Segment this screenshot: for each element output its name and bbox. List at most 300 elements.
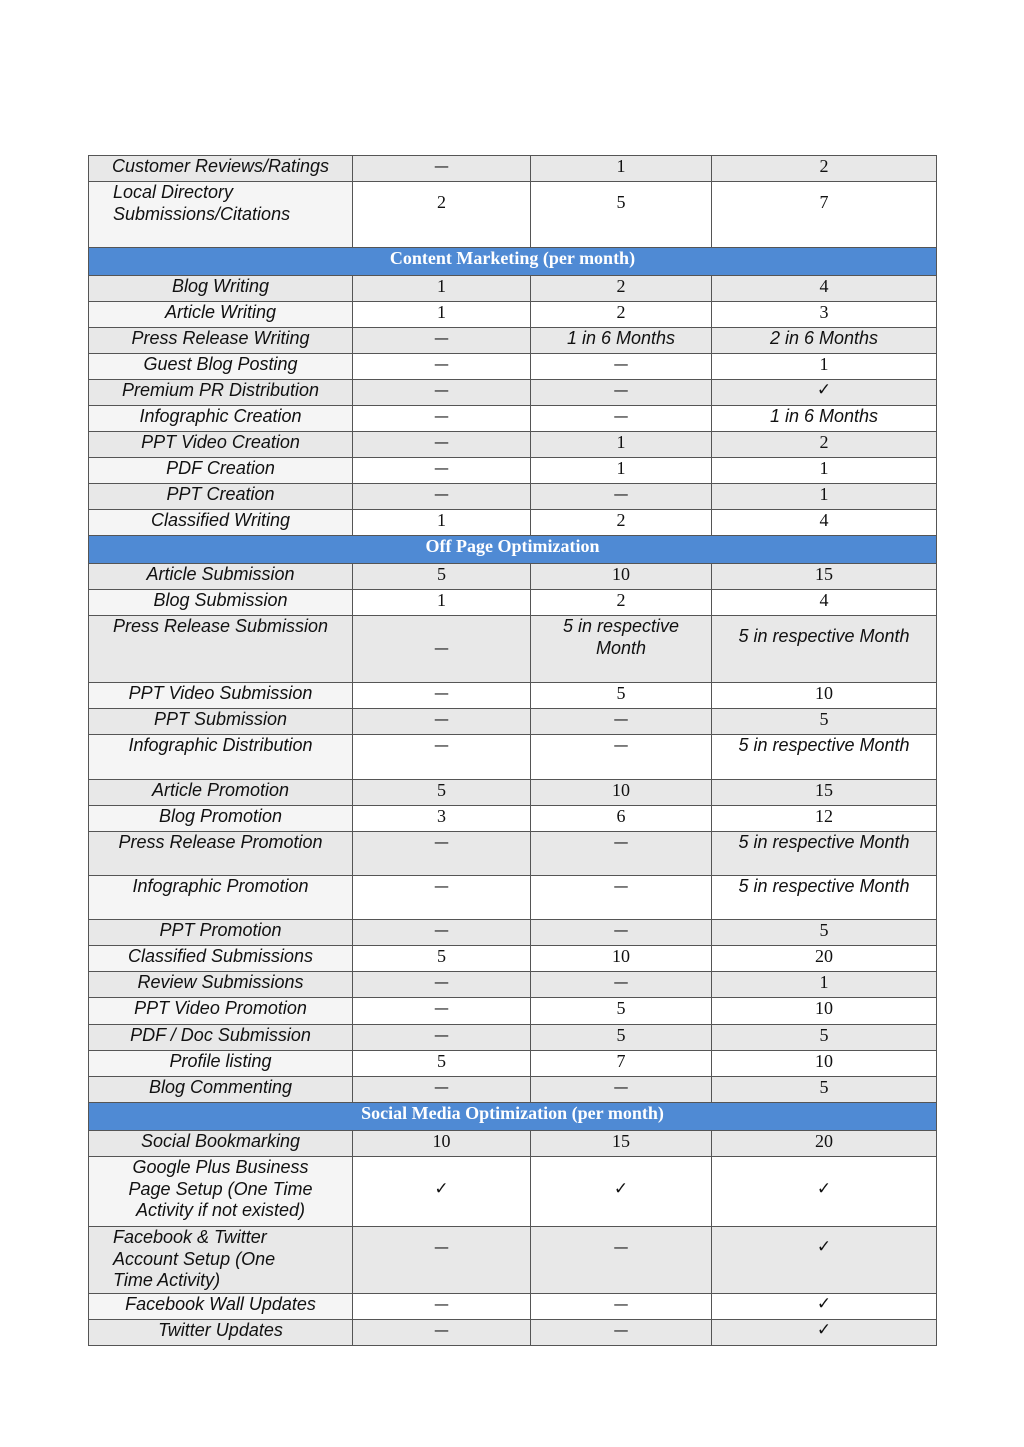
plan-standard-value: [531, 182, 712, 248]
plan-premium-value: [712, 832, 937, 876]
plan-standard-value: [531, 683, 712, 709]
feature-label: [89, 735, 353, 780]
plan-basic-value: [353, 616, 531, 683]
cell-value: 5: [437, 780, 446, 800]
plan-premium-value: [712, 1051, 937, 1077]
plan-premium-value: [712, 380, 937, 406]
checkmark-icon: ✓: [816, 1320, 832, 1340]
plan-standard-value: [531, 1077, 712, 1103]
table-row-facebook-twitter-account-setup-one-time-activity: [89, 1227, 937, 1294]
dash-icon: —: [434, 710, 449, 728]
plan-basic-value: [353, 458, 531, 484]
feature-text: Blog Writing: [171, 276, 270, 296]
plan-standard-value: [531, 832, 712, 876]
checkmark-icon: ✓: [434, 1179, 449, 1199]
feature-label: [89, 876, 353, 920]
dash-icon: —: [434, 639, 449, 657]
table-row-guest-blog-posting: [89, 354, 937, 380]
plan-standard-value: [531, 564, 712, 590]
feature-label: [89, 1294, 353, 1320]
cell-value: 5: [819, 1077, 829, 1097]
feature-label: [89, 806, 353, 832]
plan-standard-value: [531, 354, 712, 380]
plan-basic-value: [353, 1227, 531, 1294]
section-title: Content Marketing (per month): [89, 248, 937, 276]
cell-value: 7: [819, 192, 829, 212]
cell-value: 10: [612, 780, 630, 800]
dash-icon: —: [434, 736, 449, 754]
plan-basic-value: [353, 876, 531, 920]
plan-premium-value: [712, 1131, 937, 1157]
cell-value: 2: [616, 302, 626, 322]
feature-label: [89, 406, 353, 432]
plan-standard-value: [531, 876, 712, 920]
plan-premium-value: [712, 876, 937, 920]
plan-premium-value: [712, 406, 937, 432]
plan-basic-value: [353, 302, 531, 328]
feature-text: PPT Creation: [166, 484, 275, 504]
plan-premium-value: [712, 616, 937, 683]
section-title: Off Page Optimization: [89, 536, 937, 564]
feature-text: Guest Blog Posting: [143, 354, 298, 374]
dash-icon: —: [613, 877, 629, 895]
dash-icon: —: [434, 355, 449, 373]
table-row-local-directory-submissions-citations: [89, 182, 937, 248]
cell-value: 1: [616, 432, 626, 452]
feature-text: Press Release Promotion: [118, 832, 323, 852]
cell-value: 5: [819, 1025, 829, 1045]
dash-icon: —: [613, 485, 629, 503]
feature-label: [89, 328, 353, 354]
plan-basic-value: [353, 484, 531, 510]
cell-value: 10: [432, 1131, 451, 1151]
feature-text: Infographic Distribution: [128, 735, 313, 755]
plan-premium-value: [712, 946, 937, 972]
cell-value: 1 in 6 Months: [769, 406, 879, 426]
table-row-press-release-submission: [89, 616, 937, 683]
table-row-profile-listing: [89, 1051, 937, 1077]
cell-value: 1: [819, 354, 829, 374]
section-title: Social Media Optimization (per month): [89, 1103, 937, 1131]
cell-value: 10: [612, 946, 630, 966]
plan-premium-value: [712, 276, 937, 302]
plan-standard-value: [531, 484, 712, 510]
cell-value: 1: [437, 302, 446, 322]
plan-premium-value: [712, 735, 937, 780]
plan-basic-value: [353, 806, 531, 832]
feature-label: [89, 276, 353, 302]
dash-icon: —: [434, 381, 449, 399]
feature-label: [89, 484, 353, 510]
cell-value: 1: [819, 972, 829, 992]
dash-icon: —: [434, 833, 449, 851]
dash-icon: —: [613, 973, 629, 991]
table-row-classified-writing: [89, 510, 937, 536]
dash-icon: —: [434, 1321, 449, 1339]
dash-icon: —: [434, 433, 449, 451]
plan-standard-value: [531, 380, 712, 406]
cell-value: 10: [815, 1051, 833, 1071]
feature-label: [89, 380, 353, 406]
table-row-google-plus-business-page-setup-one-time-activity-if-not-existed: [89, 1157, 937, 1227]
cell-value: 5: [616, 1025, 626, 1045]
table-row-infographic-distribution: [89, 735, 937, 780]
feature-text: Profile listing: [169, 1051, 272, 1071]
feature-label: [89, 1025, 353, 1051]
table-row-ppt-video-promotion: [89, 998, 937, 1025]
cell-value: 2: [819, 432, 829, 452]
dash-icon: —: [613, 381, 629, 399]
plan-standard-value: [531, 735, 712, 780]
cell-value: 6: [616, 806, 626, 826]
checkmark-icon: ✓: [816, 1179, 832, 1199]
plan-basic-value: [353, 1051, 531, 1077]
feature-text: Twitter Updates: [158, 1320, 283, 1340]
cell-value: 2: [616, 590, 626, 610]
feature-label: [89, 1320, 353, 1346]
cell-value: 1: [616, 156, 626, 176]
plan-basic-value: [353, 972, 531, 998]
plan-premium-value: [712, 920, 937, 946]
feature-label: [89, 920, 353, 946]
plan-standard-value: [531, 806, 712, 832]
plan-premium-value: [712, 1320, 937, 1346]
feature-text: Classified Submissions: [127, 946, 314, 966]
table-row-blog-submission: [89, 590, 937, 616]
table-row-ppt-video-creation: [89, 432, 937, 458]
cell-value: 3: [819, 302, 829, 322]
plan-standard-value: [531, 920, 712, 946]
feature-text: Facebook & Twitter Account Setup (One Time Activity): [113, 1227, 276, 1290]
dash-icon: —: [434, 684, 449, 702]
feature-label: [89, 616, 353, 683]
plan-premium-value: [712, 484, 937, 510]
plan-premium-value: [712, 432, 937, 458]
feature-text: Article Submission: [146, 564, 295, 584]
plan-basic-value: [353, 709, 531, 735]
table-row-blog-commenting: [89, 1077, 937, 1103]
plan-standard-value: [531, 780, 712, 806]
plan-standard-value: [531, 406, 712, 432]
plan-standard-value: [531, 1227, 712, 1294]
feature-label: [89, 709, 353, 735]
plan-standard-value: [531, 458, 712, 484]
plan-basic-value: [353, 156, 531, 182]
feature-label: [89, 832, 353, 876]
plan-premium-value: [712, 590, 937, 616]
feature-text: PPT Promotion: [159, 920, 282, 940]
feature-text: Local Directory Submissions/Citations: [113, 182, 291, 224]
cell-value: 15: [612, 1131, 630, 1151]
cell-value: 1 in 6 Months: [566, 328, 676, 348]
dash-icon: —: [434, 1295, 449, 1313]
feature-text: Review Submissions: [137, 972, 304, 992]
dash-icon: —: [613, 407, 629, 425]
cell-value: 1: [437, 590, 446, 610]
feature-text: PPT Submission: [153, 709, 288, 729]
plan-basic-value: [353, 946, 531, 972]
plan-basic-value: [353, 406, 531, 432]
checkmark-icon: ✓: [816, 1237, 832, 1257]
cell-value: 2: [616, 510, 626, 530]
dash-icon: —: [434, 1026, 449, 1044]
dash-icon: —: [613, 355, 629, 373]
plan-premium-value: [712, 458, 937, 484]
cell-value: 5 in respective Month: [738, 626, 910, 646]
table-row-pdf-creation: [89, 458, 937, 484]
feature-label: [89, 1051, 353, 1077]
cell-value: 12: [815, 806, 833, 826]
plan-standard-value: [531, 616, 712, 683]
table-row-infographic-creation: [89, 406, 937, 432]
dash-icon: —: [613, 736, 629, 754]
dash-icon: —: [434, 973, 449, 991]
dash-icon: —: [613, 833, 629, 851]
plan-basic-value: [353, 1025, 531, 1051]
plan-standard-value: [531, 1157, 712, 1227]
dash-icon: —: [613, 1295, 629, 1313]
cell-value: 15: [815, 780, 833, 800]
feature-label: [89, 564, 353, 590]
cell-value: 15: [815, 564, 833, 584]
feature-text: Blog Commenting: [148, 1077, 293, 1097]
plan-table-body: [89, 156, 937, 1346]
plan-premium-value: [712, 564, 937, 590]
section-header-row: [89, 536, 937, 564]
feature-label: [89, 182, 353, 248]
plan-premium-value: [712, 709, 937, 735]
plan-basic-value: [353, 920, 531, 946]
dash-icon: —: [434, 459, 449, 477]
plan-premium-value: [712, 972, 937, 998]
table-row-article-submission: [89, 564, 937, 590]
dash-icon: —: [434, 329, 449, 347]
plan-premium-value: [712, 328, 937, 354]
feature-text: Article Writing: [164, 302, 276, 322]
plan-basic-value: [353, 1157, 531, 1227]
table-row-article-writing: [89, 302, 937, 328]
feature-text: Classified Writing: [150, 510, 291, 530]
cell-value: 10: [612, 564, 630, 584]
plan-premium-value: [712, 1157, 937, 1227]
feature-label: [89, 1131, 353, 1157]
cell-value: 1: [437, 276, 446, 296]
plan-basic-value: [353, 354, 531, 380]
cell-value: 5: [616, 998, 626, 1018]
plan-basic-value: [353, 1077, 531, 1103]
cell-value: 10: [815, 683, 833, 703]
table-row-review-submissions: [89, 972, 937, 998]
plan-basic-value: [353, 735, 531, 780]
plan-basic-value: [353, 998, 531, 1025]
cell-value: 4: [819, 276, 829, 296]
dash-icon: —: [434, 1238, 449, 1256]
section-header-row: [89, 1103, 937, 1131]
plan-basic-value: [353, 380, 531, 406]
feature-text: Infographic Promotion: [132, 876, 309, 896]
table-row-article-promotion: [89, 780, 937, 806]
plan-standard-value: [531, 276, 712, 302]
plan-basic-value: [353, 328, 531, 354]
feature-label: [89, 590, 353, 616]
cell-value: 2: [819, 156, 829, 176]
table-row-ppt-creation: [89, 484, 937, 510]
plan-standard-value: [531, 709, 712, 735]
cell-value: 5 in respective Month: [738, 876, 910, 896]
plan-basic-value: [353, 564, 531, 590]
feature-label: [89, 946, 353, 972]
cell-value: 1: [616, 458, 626, 478]
feature-text: PDF Creation: [166, 458, 275, 478]
dash-icon: —: [613, 1321, 629, 1339]
table-row-social-bookmarking: [89, 1131, 937, 1157]
feature-text: PPT Video Promotion: [134, 998, 307, 1018]
table-row-press-release-writing: [89, 328, 937, 354]
feature-label: [89, 1157, 353, 1227]
feature-label: [89, 1077, 353, 1103]
plan-basic-value: [353, 510, 531, 536]
dash-icon: —: [434, 157, 449, 175]
plan-standard-value: [531, 156, 712, 182]
feature-label: [89, 683, 353, 709]
cell-value: 5 in respective Month: [562, 616, 680, 658]
plan-premium-value: [712, 683, 937, 709]
plan-premium-value: [712, 156, 937, 182]
table-row-press-release-promotion: [89, 832, 937, 876]
cell-value: 10: [815, 998, 833, 1018]
plan-basic-value: [353, 182, 531, 248]
plan-standard-value: [531, 1051, 712, 1077]
table-row-blog-promotion: [89, 806, 937, 832]
plan-standard-value: [531, 1025, 712, 1051]
table-row-classified-submissions: [89, 946, 937, 972]
feature-label: [89, 998, 353, 1025]
dash-icon: —: [613, 1238, 629, 1256]
plan-basic-value: [353, 1294, 531, 1320]
dash-icon: —: [434, 999, 449, 1017]
table-row-ppt-video-submission: [89, 683, 937, 709]
cell-value: 5: [819, 920, 829, 940]
plan-standard-value: [531, 590, 712, 616]
feature-label: [89, 510, 353, 536]
table-row-ppt-submission: [89, 709, 937, 735]
plan-standard-value: [531, 972, 712, 998]
plan-premium-value: [712, 780, 937, 806]
plan-premium-value: [712, 1077, 937, 1103]
feature-text: Infographic Creation: [139, 406, 302, 426]
plan-premium-value: [712, 1294, 937, 1320]
dash-icon: —: [613, 710, 629, 728]
table-row-twitter-updates: [89, 1320, 937, 1346]
cell-value: 4: [819, 590, 829, 610]
cell-value: 5 in respective Month: [738, 832, 910, 852]
plan-standard-value: [531, 1294, 712, 1320]
cell-value: 20: [815, 946, 833, 966]
cell-value: 5: [819, 709, 829, 729]
plan-standard-value: [531, 946, 712, 972]
feature-text: Article Promotion: [151, 780, 290, 800]
checkmark-icon: ✓: [816, 380, 832, 400]
feature-text: Blog Submission: [153, 590, 288, 610]
plan-basic-value: [353, 780, 531, 806]
dash-icon: —: [434, 921, 449, 939]
plan-premium-value: [712, 354, 937, 380]
cell-value: 1: [819, 484, 829, 504]
plan-basic-value: [353, 1131, 531, 1157]
cell-value: 1: [819, 458, 829, 478]
plan-standard-value: [531, 510, 712, 536]
plan-basic-value: [353, 276, 531, 302]
feature-text: Google Plus Business Page Setup (One Time Activity if not existed): [128, 1157, 313, 1220]
feature-text: Social Bookmarking: [140, 1131, 301, 1151]
dash-icon: —: [434, 485, 449, 503]
feature-label: [89, 1227, 353, 1294]
plan-premium-value: [712, 510, 937, 536]
cell-value: 7: [616, 1051, 626, 1071]
table-row-facebook-wall-updates: [89, 1294, 937, 1320]
feature-text: Press Release Writing: [131, 328, 310, 348]
plan-basic-value: [353, 432, 531, 458]
plan-standard-value: [531, 328, 712, 354]
feature-text: Blog Promotion: [158, 806, 283, 826]
cell-value: 2: [437, 192, 446, 212]
feature-label: [89, 302, 353, 328]
feature-label: [89, 354, 353, 380]
checkmark-icon: ✓: [816, 1294, 832, 1314]
feature-text: Press Release Submission: [112, 616, 329, 636]
dash-icon: —: [613, 921, 629, 939]
cell-value: 1: [437, 510, 446, 530]
plan-premium-value: [712, 302, 937, 328]
plan-standard-value: [531, 432, 712, 458]
feature-label: [89, 780, 353, 806]
cell-value: 3: [437, 806, 446, 826]
feature-text: Facebook Wall Updates: [125, 1294, 316, 1314]
cell-value: 2: [616, 276, 626, 296]
feature-label: [89, 432, 353, 458]
plan-standard-value: [531, 1131, 712, 1157]
cell-value: 2 in 6 Months: [769, 328, 879, 348]
dash-icon: —: [613, 1078, 629, 1096]
cell-value: 5: [437, 1051, 446, 1071]
cell-value: 20: [815, 1131, 833, 1151]
cell-value: 5: [437, 564, 446, 584]
feature-label: [89, 972, 353, 998]
plan-premium-value: [712, 806, 937, 832]
cell-value: 5 in respective Month: [738, 735, 910, 755]
dash-icon: —: [434, 407, 449, 425]
plan-basic-value: [353, 590, 531, 616]
plan-basic-value: [353, 832, 531, 876]
plan-standard-value: [531, 302, 712, 328]
checkmark-icon: ✓: [613, 1179, 629, 1199]
feature-label: [89, 156, 353, 182]
cell-value: 5: [616, 192, 626, 212]
feature-text: Premium PR Distribution: [121, 380, 320, 400]
feature-label: [89, 458, 353, 484]
cell-value: 5: [437, 946, 446, 966]
feature-text: PPT Video Submission: [128, 683, 313, 703]
plan-premium-value: [712, 1025, 937, 1051]
plan-basic-value: [353, 683, 531, 709]
table-row-ppt-promotion: [89, 920, 937, 946]
dash-icon: —: [434, 877, 449, 895]
plan-standard-value: [531, 998, 712, 1025]
feature-text: PPT Video Creation: [141, 432, 300, 452]
plan-premium-value: [712, 182, 937, 248]
feature-text: Customer Reviews/Ratings: [111, 156, 330, 176]
cell-value: 5: [616, 683, 626, 703]
